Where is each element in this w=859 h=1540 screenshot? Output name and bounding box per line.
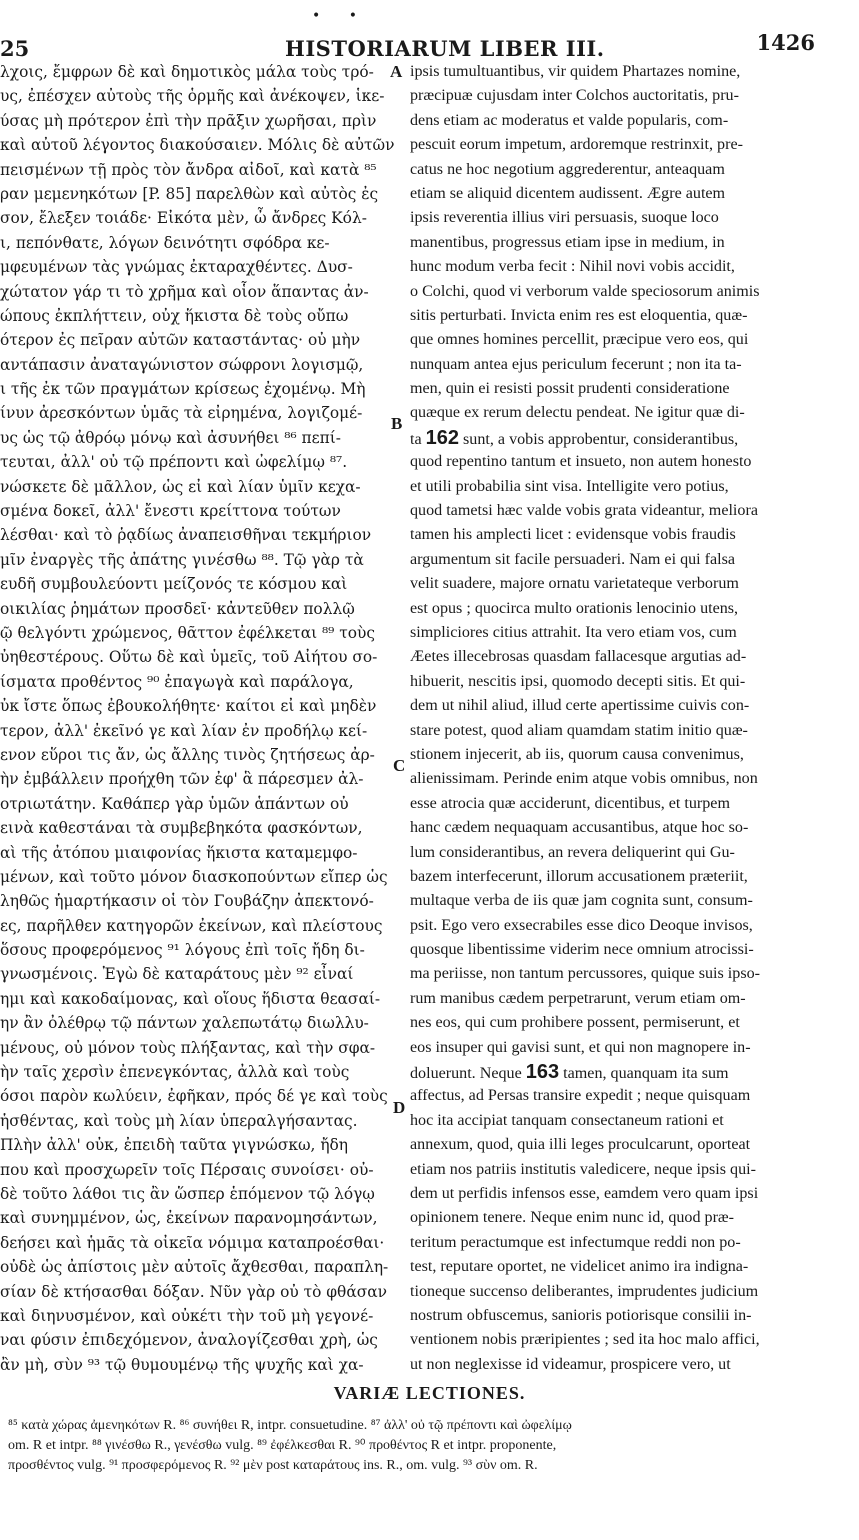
greek-text-line: μένους, οὐ μόνον τοὺς πλήξαντας, καὶ τὴν σφα- <box>0 1038 376 1057</box>
latin-text-line: manentibus, progressus etiam ipse in medium, in <box>410 233 725 251</box>
greek-text-line: ραν μεμενηκότων [P. 85] παρελθὼν καὶ αὐτὸς ἐς <box>0 184 379 203</box>
latin-text-line: nostrum obfuscemus, sanioris potiorisque consilii in- <box>410 1306 752 1324</box>
latin-text-line: esse atrocia quæ acciderunt, dicentibus, et turpem <box>410 794 730 812</box>
greek-text-line: ύσας μὴ πρότερον ἐπὶ τὴν πρᾶξιν χωρῆσαι, πρὶν <box>0 111 377 130</box>
left-column-number: 25 <box>0 36 30 61</box>
latin-text-line: nes eos, qui cum prohibere possent, permiserunt, et <box>410 1014 740 1032</box>
greek-text-line: ὐκ ἴστε ὅπως ἐβουκολήθητε· καίτοι εἰ καὶ μηδὲν <box>0 697 377 716</box>
greek-text-line: ες, παρῆλθεν κατηγορῶν ἐκείνων, καὶ πλείστους <box>0 916 383 935</box>
latin-text-line: rum manibus cædem perpetrarunt, verum etiam om- <box>410 989 746 1007</box>
latin-text-line: argumentum sit facile persuaderi. Nam ei qui falsa <box>410 550 736 568</box>
latin-text-line: etiam nos patriis institutis valedicere, neque ipsis qui- <box>410 1160 756 1178</box>
latin-text-line: affectus, ad Persas transire expedit ; neque quisquam <box>410 1087 751 1105</box>
right-column-number: 1426 <box>756 30 815 55</box>
greek-text-line: νώσκετε δὲ μᾶλλον, ὡς εἰ καὶ λίαν ὑμῖν κεχα- <box>0 477 361 496</box>
greek-text-line: ημι καὶ κακοδαίμονας, καὶ οἵους ἥδιστα θεασαί- <box>0 989 381 1008</box>
greek-text-line: σμένα δοκεῖ, ἀλλ' ἔνεστι κρείττονα τούτων <box>0 502 341 521</box>
latin-text-line: stare potest, quod aliam quamdam statim initio quæ- <box>410 721 748 739</box>
margin-letter-d: D <box>393 1098 406 1117</box>
greek-text-line: τευται, ἀλλ' οὐ τῷ πρέποντι καὶ ὠφελίμῳ ⁸⁷. <box>0 453 348 472</box>
latin-text-line: teritum peractumque est infectumque reddi non po- <box>410 1233 741 1251</box>
variant-note-line: ⁸⁵ κατὰ χώρας ἀμενηκότων R. ⁸⁶ συνήθει R, intpr. consuetudine. ⁸⁷ ἀλλ' οὐ τῷ πρέποντι καὶ ὠφελίμῳ <box>8 1418 572 1433</box>
latin-text-line: nunquam antea ejus periculum fecerunt ; non ita ta- <box>410 355 742 373</box>
latin-text-line: que omnes homines percellit, præcipue vero eos, qui <box>410 331 749 349</box>
greek-text-line: οὐδὲ ὡς ἀπίστοις μὲν αὐτοῖς ἄχθεσθαι, παραπλη- <box>0 1258 389 1277</box>
greek-text-line: χώτατον γάρ τι τὸ χρῆμα καὶ οἷον ἅπαντας ἀν- <box>0 282 369 301</box>
latin-text-line: sitis perturbati. Invicta enim res est eloquentia, quæ- <box>410 306 748 324</box>
inline-page-number: 163 <box>525 1061 560 1084</box>
greek-text-line: μένων, καὶ τοῦτο μόνον διασκοπούντων εἴπερ ὡς <box>0 867 388 886</box>
latin-text-line: Æetes illecebrosas quasdam fallacesque argutias ad- <box>410 648 747 666</box>
greek-text-column <box>0 60 395 1374</box>
greek-text-line: γνωσμένοις. Ἐγὼ δὲ καταράτους μὲν ⁹² εἶναί <box>0 965 354 984</box>
latin-text-line: annexum, quod, quia illi leges proculcarunt, oporteat <box>410 1136 751 1154</box>
latin-text-line: men, quin ei resisti possit prudenti consideratione <box>410 380 730 398</box>
greek-text-line: λέσθαι· καὶ τὸ ῥᾳδίως ἀναπεισθῆναι τεκμήριον <box>0 526 372 545</box>
latin-text-line: stionem injecerit, ab iis, quorum causa convenimus, <box>410 745 744 763</box>
greek-text-line: αντάπασιν ἀναταγώνιστον σώφρονι λογισμῷ, <box>0 355 364 374</box>
latin-text-line: hanc cædem nequaquam accusantibus, atque hoc so- <box>410 819 749 837</box>
latin-text-line: bazem interfecerunt, illorum accusationem præteriit, <box>410 867 748 885</box>
greek-text-line: σίαν δὲ κτήσασθαι δόξαν. Νῦν γὰρ οὐ τὸ φθάσαν <box>0 1282 387 1301</box>
greek-text-line: ι τῆς ἐκ τῶν πραγμάτων κρίσεως ἐχομένῳ. Μὴ <box>0 380 366 399</box>
variae-lectiones-notes <box>8 1416 848 1476</box>
latin-text-line: ma periisse, non tantum percussores, quique suis ipso- <box>410 965 760 983</box>
greek-text-line: ληθῶς ἡμαρτήκασιν οἱ τὸν Γουβάζην ἀπεκτονό- <box>0 892 374 911</box>
latin-text-line: tamen his amplecti licet : evidensque vobis fraudis <box>410 526 736 544</box>
greek-text-line: οτριωτάτην. Καθάπερ γὰρ ὑμῶν ἁπάντων οὐ <box>0 794 349 813</box>
latin-text-line: hibuerit, nescitis ipsi, quomodo decepti sitis. Et qui- <box>410 672 746 690</box>
latin-text-line: eos insuper qui gavisi sunt, et qui non magnopere in- <box>410 1038 751 1056</box>
latin-text-line: et utili probabilia sint visa. Intelligite vero potius, <box>410 477 729 495</box>
greek-text-line: σον, ἔλεξεν τοιάδε· Εἰκότα μὲν, ὦ ἄνδρες Κόλ- <box>0 209 367 228</box>
inline-page-number: 162 <box>425 426 460 449</box>
greek-text-line: ίνυν ἀρεσκόντων ὑμᾶς τὰ εἰρημένα, λογιζομέ- <box>0 404 363 423</box>
latin-text-line: alienissimam. Perinde enim atque vobis omnibus, non <box>410 770 758 788</box>
latin-text-line: multaque verba de iis quæ jam cognita sunt, consum- <box>410 892 753 910</box>
latin-text-line: tioneque succenso deliberantes, imprudentes judicium <box>410 1282 759 1300</box>
greek-text-line: λχοις, ἔμφρων δὲ καὶ δημοτικὸς μάλα τοὺς τρό- <box>0 63 374 81</box>
latin-text-line: præcipuæ cujusdam inter Colchos auctoritatis, pru- <box>410 87 739 105</box>
latin-text-line: quod repentino tantum et insueto, non autem honesto <box>410 453 752 471</box>
greek-text-line: καὶ διηνυσμένον, καὶ οὐκέτι τὴν τοῦ μὴ γεγονέ- <box>0 1306 374 1325</box>
greek-text-line: ενον εὕροι τις ἄν, ὡς ἄλλης τινὸς ζητήσεως ἀρ- <box>0 745 375 764</box>
latin-text-line: dem ut perfidis infensos esse, eamdem vero quam ipsi <box>410 1184 759 1202</box>
greek-text-line: τερον, ἀλλ' ἐκεῖνό γε καὶ λίαν ἐν προδήλῳ κεί- <box>0 721 368 740</box>
latin-text-line: o Colchi, quod vi verborum valde speciosorum animis <box>410 282 760 300</box>
greek-text-line: μῖν ἐναργὲς τῆς ἀπάτης γινέσθω ⁸⁸. Τῷ γὰρ τὰ <box>0 550 364 569</box>
greek-text-line: μφευμένων τὰς γνώμας ἐκταραχθέντες. Δυσ- <box>0 258 353 277</box>
latin-text-line: velit suadere, majore ornatu varietateque verborum <box>410 575 739 593</box>
latin-text-line: ventionem nobis præripientes ; sed ita hoc malo affici, <box>410 1331 760 1349</box>
greek-text-line: ευδῆ συμβουλεύοντι μείζονός τε κόσμου καὶ <box>0 575 348 594</box>
latin-text-line: etiam se aliquid dicentem audissent. Ægre autem <box>410 184 726 202</box>
latin-text-line: pescuit eorum impetum, ardoremque restrinxit, pre- <box>410 136 743 154</box>
greek-text-line: υς ὡς τῷ ἀθρόῳ μόνῳ καὶ ἀσυνήθει ⁸⁶ πεπί- <box>0 428 341 447</box>
greek-text-line: ίσματα προθέντος ⁹⁰ ἐπαγωγὰ καὶ παράλογα, <box>0 672 354 691</box>
margin-letter-a: A <box>390 62 403 81</box>
latin-text-line: hoc ita accipiat tanquam consectaneum rationi et <box>410 1111 724 1129</box>
greek-text-line: όσοι παρὸν κωλύειν, ἐφῆκαν, πρός δέ γε καὶ τοὺς <box>0 1087 388 1106</box>
greek-text-line: καὶ συνημμένον, ὡς, ἐκείνων παρανομησάντων, <box>0 1209 378 1228</box>
latin-text-line: catus ne hoc negotium aggrederentur, anteaquam <box>410 160 725 178</box>
greek-text-line: ότερον ἐς πεῖραν αὐτῶν καταστάντας· οὐ μὴν <box>0 331 361 350</box>
greek-text-line: οικιλίας ῥημάτων προσδεῖ· κἀντεῦθεν πολλῷ <box>0 599 355 618</box>
latin-text-line: dens etiam ac moderatus et valde popularis, com- <box>410 111 729 129</box>
greek-text-line: καὶ αὐτοῦ λέγοντος διακούσαιεν. Μόλις δὲ αὐτῶν <box>0 136 395 155</box>
greek-text-line: ἡσθέντας, καὶ τοὺς μὴ λίαν ὑπεραλγήσαντας. <box>0 1111 358 1130</box>
greek-text-line: ὐηθεστέρους. Οὕτω δὲ καὶ ὑμεῖς, τοῦ Αἰήτου σο- <box>0 648 378 667</box>
latin-text-line: dem ut nihil aliud, illud certe apertissime cuivis con- <box>410 697 750 715</box>
greek-text-line: ην ἂν ὀλέθρῳ τῷ πάντων χαλεπωτάτῳ διωλλυ- <box>0 1014 369 1033</box>
greek-text-line: ώπους ἐκπλήττειν, οὐχ ἥκιστα δὲ τοὺς οὔπω <box>0 306 349 325</box>
latin-text-line: quod tametsi hæc valde vobis grata videantur, meliora <box>410 502 758 520</box>
greek-text-line: ι, πεπόνθατε, λόγων δεινότητι σφόδρα κε- <box>0 233 330 252</box>
latin-text-line: ut non neglexisse id videamur, prospicere vero, ut <box>410 1355 731 1373</box>
latin-text-line: est opus ; quocirca multo orationis lenocinio utens, <box>410 599 739 617</box>
variae-lectiones-title: VARIÆ LECTIONES. <box>333 1383 526 1403</box>
greek-text-line: ὴν ταῖς χερσὶν ἐπενεγκόντας, ἀλλὰ καὶ τοὺς <box>0 1063 350 1082</box>
latin-text-line: quosque libentissime viderim nece omnium atrocissi- <box>410 941 754 959</box>
latin-text-column <box>410 60 850 1373</box>
greek-text-line: που καὶ προσχωρεῖν τοῖς Πέρσαις συνοίσει· οὐ- <box>0 1160 374 1179</box>
latin-text-line: hunc modum verba fecit : Nihil novi vobis accidit, <box>410 258 735 276</box>
greek-text-line: δεήσει καὶ ἡμᾶς τὰ οἰκεῖα νόμιμα καταπροέσθαι· <box>0 1233 385 1252</box>
latin-text-line: ipsis reverentia illius viri persuasis, suoque loco <box>410 209 719 227</box>
latin-text-line: ta 162 sunt, a vobis approbentur, considerantibus, <box>410 426 739 449</box>
latin-text-line: ipsis tumultuantibus, vir quidem Phartazes nomine, <box>410 63 741 80</box>
greek-text-line: ὴν ἐμβάλλειν προήχθη τῶν ἐφ' ἃ πάρεσμεν ἀλ- <box>0 770 364 789</box>
latin-text-line: lum considerantibus, an revera deliquerint qui Gu- <box>410 843 735 861</box>
margin-letter-c: C <box>393 756 406 775</box>
greek-text-line: υς, ἐπέσχεν αὐτοὺς τῆς ὁρμῆς καὶ ἀνέκοψεν, ἱκε- <box>0 87 385 106</box>
greek-text-line: ἂν μὴ, σὺν ⁹³ τῷ θυμουμένῳ τῆς ψυχῆς καὶ χα- <box>0 1355 364 1374</box>
running-title: HISTORIARUM LIBER III. <box>285 36 605 61</box>
greek-text-line: Πλὴν ἀλλ' οὐκ, ἐπειδὴ ταῦτα γιγνώσκω, ἤδη <box>0 1136 349 1155</box>
greek-text-line: αὶ τῆς ἀτόπου μιαιφονίας ἥκιστα καταμεμφο- <box>0 843 358 862</box>
greek-text-line: ὅσους προφερόμενος ⁹¹ λόγους ἐπὶ τοῖς ἤδη δι- <box>0 941 365 960</box>
greek-text-line: εινὰ καθεστάναι τὰ συμβεβηκότα φασκόντων, <box>0 819 363 838</box>
greek-text-line: ναι φύσιν ἐπιδεχόμενον, ἀναλογίζεσθαι χρὴ, ὡς <box>0 1331 378 1350</box>
variant-note-line: om. R et intpr. ⁸⁸ γινέσθω R., γενέσθω vulg. ⁸⁹ ἐφέλκεσθαι R. ⁹⁰ προθέντος R et intpr. proponente, <box>8 1438 557 1453</box>
greek-text-line: ῷ θελγόντι χρώμενος, θᾶττον ἐφέλκεται ⁸⁹ τοὺς <box>0 623 376 642</box>
latin-text-line: test, reputare oportet, ne videlicet animo ira indigna- <box>410 1258 749 1276</box>
latin-text-line: simpliciores citius attrahit. Ita vero etiam vos, cum <box>410 623 737 641</box>
greek-text-line: πεισμένων τῇ πρὸς τὸν ἄνδρα αἰδοῖ, καὶ κατὰ ⁸⁵ <box>0 160 377 179</box>
margin-letter-b: B <box>391 414 403 433</box>
latin-text-line: opinionem tenere. Neque enim nunc id, quod præ- <box>410 1209 735 1227</box>
latin-text-line: quæque ex rerum delectu pendeat. Ne igitur quæ di- <box>410 404 745 422</box>
variant-note-line: προσθέντος vulg. ⁹¹ προσφερόμενος R. ⁹² μὲν post καταράτους ins. R., om. vulg. ⁹³ σὺν om. R. <box>8 1458 538 1473</box>
header-dots: • • <box>312 8 369 24</box>
latin-text-line: doluerunt. Neque 163 tamen, quanquam ita sum <box>410 1061 729 1084</box>
latin-text-line: psit. Ego vero exsecrabiles esse dico Deoque invisos, <box>410 916 753 934</box>
greek-text-line: δὲ τοῦτο λάθοι τις ἂν ὥσπερ ἑπόμενον τῷ λόγῳ <box>0 1184 375 1203</box>
